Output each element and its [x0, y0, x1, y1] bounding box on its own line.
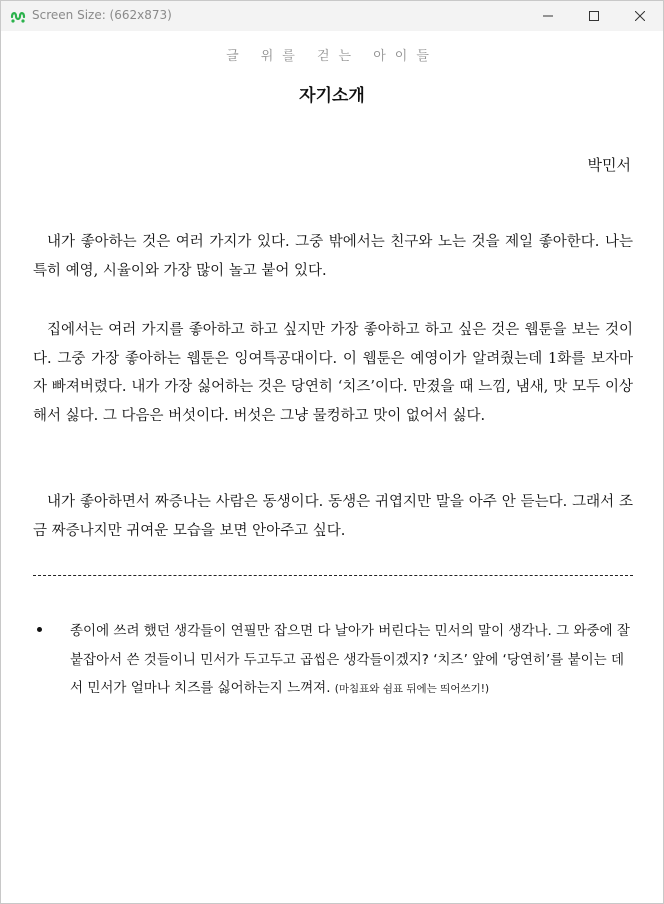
dashed-divider	[33, 575, 633, 576]
maximize-button[interactable]	[571, 1, 617, 31]
close-icon	[635, 11, 645, 21]
series-title: 글 위를 걷는 아이들	[226, 49, 438, 64]
close-button[interactable]	[617, 1, 663, 31]
minimize-icon	[543, 11, 553, 21]
window-title: Screen Size: (662x873)	[32, 8, 172, 22]
bullet-icon	[37, 627, 42, 632]
body-paragraph-3: 내가 좋아하면서 짜증나는 사람은 동생이다. 동생은 귀엽지만 말을 아주 안 듣는다. 그래서 조금 짜증나지만 귀여운 모습을 보면 안아주고 싶다.	[33, 494, 633, 539]
comment-note: (마침표와 쉼표 뒤에는 띄어쓰기!)	[334, 683, 490, 695]
body-paragraph-1: 내가 좋아하는 것은 여러 가지가 있다. 그중 밖에서는 친구와 노는 것을 제일 좋아한다. 나는 특히 예영, 시율이와 가장 많이 놀고 붙어 있다.	[33, 234, 633, 279]
document-page	[1, 31, 663, 903]
minimize-button[interactable]	[525, 1, 571, 31]
author-name: 박민서	[587, 156, 631, 174]
body-paragraph-2: 집에서는 여러 가지를 좋아하고 하고 싶지만 가장 좋아하고 하고 싶은 것은 웹툰을 보는 것이다. 그중 가장 좋아하는 웹툰은 잉여특공대이다. 이 웹툰은 예영이가 알려줬는데 1화를 보자마자 빠져버렸다. 내가 가장 싫어하는 것은 당연히 ‘치즈’이다. 만졌을 때 느낌, 냄새, 맛 모두 이상해서 싫다. 그 다음은 버섯이다. 버섯은 그냥 물컹하고 맛이 없어서 싫다.	[33, 322, 633, 424]
comment-text	[70, 617, 630, 704]
app-logo-icon	[10, 8, 26, 24]
maximize-icon	[589, 11, 599, 21]
document-title: 자기소개	[299, 86, 365, 106]
comment-body: 종이에 쓰려 했던 생각들이 연필만 잡으면 다 날아가 버린다는 민서의 말이 생각나. 그 와중에 잘 붙잡아서 쓴 것들이니 민서가 두고두고 곱씹은 생각들이겠지? ‘치즈’ 앞에 ‘당연히’를 붙이는 데서 민서가 얼마나 치즈를 싫어하는지 느껴져.	[70, 623, 630, 696]
title-bar[interactable]	[1, 1, 663, 31]
